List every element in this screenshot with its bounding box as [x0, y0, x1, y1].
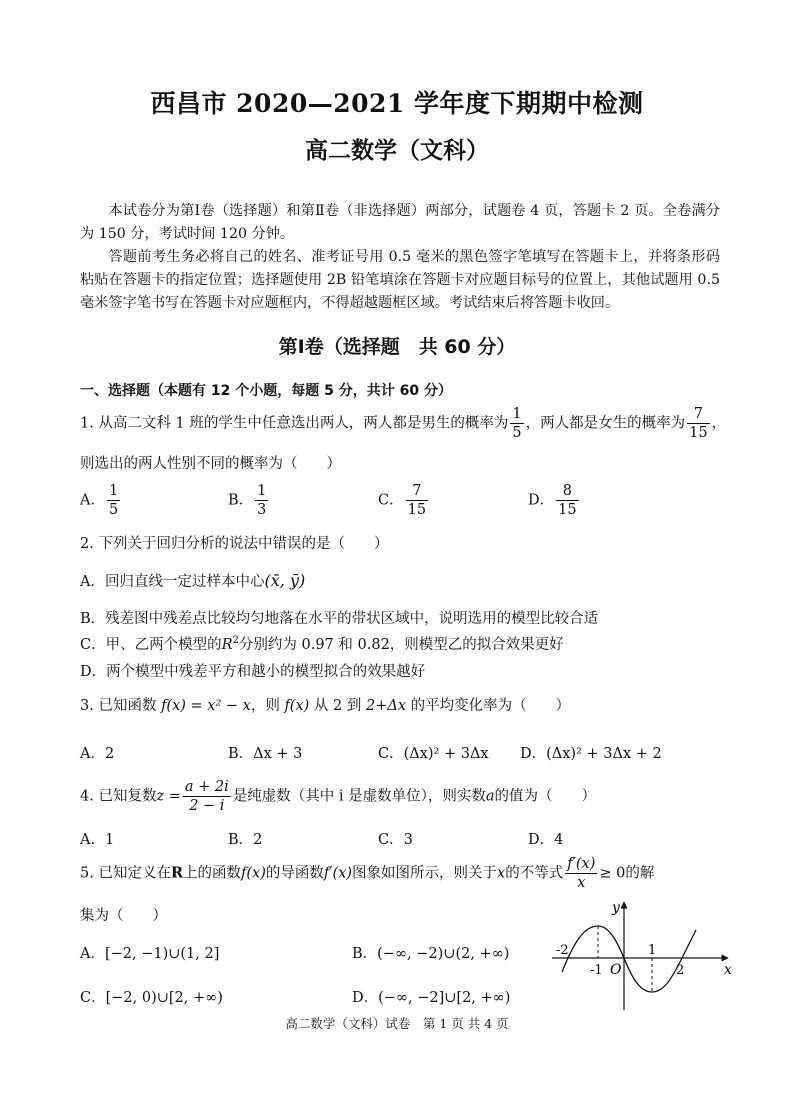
- q4-option-b: B．2: [228, 832, 263, 848]
- q4-option-a: A．1: [80, 832, 115, 848]
- q4-option-c: C．3: [378, 832, 413, 848]
- q2-stem: 2. 下列关于回归分析的说法中错误的是（ ）: [80, 536, 389, 552]
- q5-stem: 5. 已知定义在R上的函数f(x)的导函数f′(x)图象如图所示，则关于x的不等式 $\frac{f'(x)}{x}$ ≥ 0的解: [80, 856, 655, 891]
- q1-option-c: C． $\frac{7}{15}$: [378, 483, 427, 518]
- q1-option-a: A． $\frac{1}{5}$: [80, 483, 119, 518]
- q1-option-b: B． $\frac{1}{3}$: [228, 483, 267, 518]
- q1-stem-line2: 则选出的两人性别不同的概率为（ ）: [80, 456, 341, 472]
- q5-option-b: B．(−∞, −2)∪(2, +∞): [352, 946, 510, 962]
- origin-label: O: [610, 962, 622, 978]
- q1-fraction-1: $\frac{1}{5}$: [512, 406, 522, 441]
- q3-option-d: D．(Δx)² + 3Δx + 2: [520, 746, 662, 762]
- tick-label-minus1: -1: [590, 963, 603, 978]
- q1-fraction-2: $\frac{7}{15}$: [689, 406, 708, 441]
- tick-label-minus2: -2: [556, 943, 569, 958]
- exam-title: 西昌市 2020—2021 学年度下期期中检测: [150, 89, 644, 118]
- q3-option-b: B．Δx + 3: [228, 746, 303, 762]
- q5-option-c: C．[−2, 0)∪[2, +∞): [80, 990, 223, 1006]
- tick-label-1: 1: [648, 943, 657, 958]
- derivative-graph: [548, 896, 740, 1014]
- part1-title: 第Ⅰ卷（选择题 共 60 分）: [278, 336, 516, 358]
- q2-option-a: A．回归直线一定过样本中心(x̄, ȳ): [80, 571, 306, 590]
- q1-stem: 1. 从高二文科 1 班的学生中任意选出两人，两人都是男生的概率为 $\frac{1}{5}$ ，两人都是女生的概率为 $\frac{7}{15}$ ，: [80, 406, 727, 441]
- notes-paragraph-2: 答题前考生务必将自己的姓名、准考证号用 0.5 毫米的黑色签字笔填写在答题卡上，并将条形码粘贴在答题卡的指定位置；选择题使用 2B 铅笔填涂在答题卡对应题目标号的位置上，其他试题用 0.5 毫米签字笔书写在答题卡对应题框内，不得超越题框区域。考试结束后将答题卡收回。: [80, 249, 720, 311]
- q4-fraction: $\frac{a + 2i}{2 - i}$: [184, 779, 229, 814]
- q5-option-a: A．[−2, −1)∪(1, 2]: [80, 946, 220, 962]
- page-footer: 高二数学（文科）试卷 第 1 页 共 4 页: [285, 1016, 509, 1031]
- tick-label-2: 2: [676, 963, 685, 978]
- q2-option-c: C．甲、乙两个模型的$R^2$分别约为 0.97 和 0.82，则模型乙的拟合效果更好: [80, 635, 564, 653]
- q5-stem-line2: 集为（ ）: [80, 908, 167, 924]
- q5-option-d: D．(−∞, −2]∪[2, +∞): [352, 990, 511, 1006]
- exam-subtitle: 高二数学（文科）: [305, 137, 489, 164]
- q1-option-d: D． $\frac{8}{15}$: [528, 483, 577, 518]
- q2-option-d: D．两个模型中残差平方和越小的模型拟合的效果越好: [80, 664, 426, 680]
- q2-option-b: B．残差图中残差点比较均匀地落在水平的带状区域中，说明选用的模型比较合适: [80, 611, 599, 627]
- y-axis-label: y: [612, 900, 620, 916]
- q3-option-a: A．2: [80, 746, 115, 762]
- q3-option-c: C．(Δx)² + 3Δx: [378, 746, 489, 762]
- notes-paragraph-1: 本试卷分为第Ⅰ卷（选择题）和第Ⅱ卷（非选择题）两部分，试题卷 4 页，答题卡 2 页。全卷满分为 150 分，考试时间 120 分钟。: [80, 203, 720, 242]
- sample-center: (x̄, ȳ): [264, 571, 306, 590]
- section-title: 一、选择题（本题有 12 个小题，每题 5 分，共计 60 分）: [80, 383, 452, 399]
- q3-stem: 3. 已知函数 f(x) = x² − x，则 f(x) 从 2 到 2+Δx 的平均变化率为（ ）: [80, 698, 571, 714]
- q4-stem: 4. 已知复数z = $\frac{a + 2i}{2 - i}$ 是纯虚数（其中 i 是虚数单位），则实数a的值为（ ）: [80, 779, 597, 814]
- exam-notes: [80, 200, 720, 315]
- q4-option-d: D．4: [528, 832, 564, 848]
- q5-inequality-fraction: $\frac{f'(x)}{x}$: [567, 856, 596, 891]
- derivative-curve: [562, 926, 696, 992]
- x-axis-label: x: [724, 962, 732, 978]
